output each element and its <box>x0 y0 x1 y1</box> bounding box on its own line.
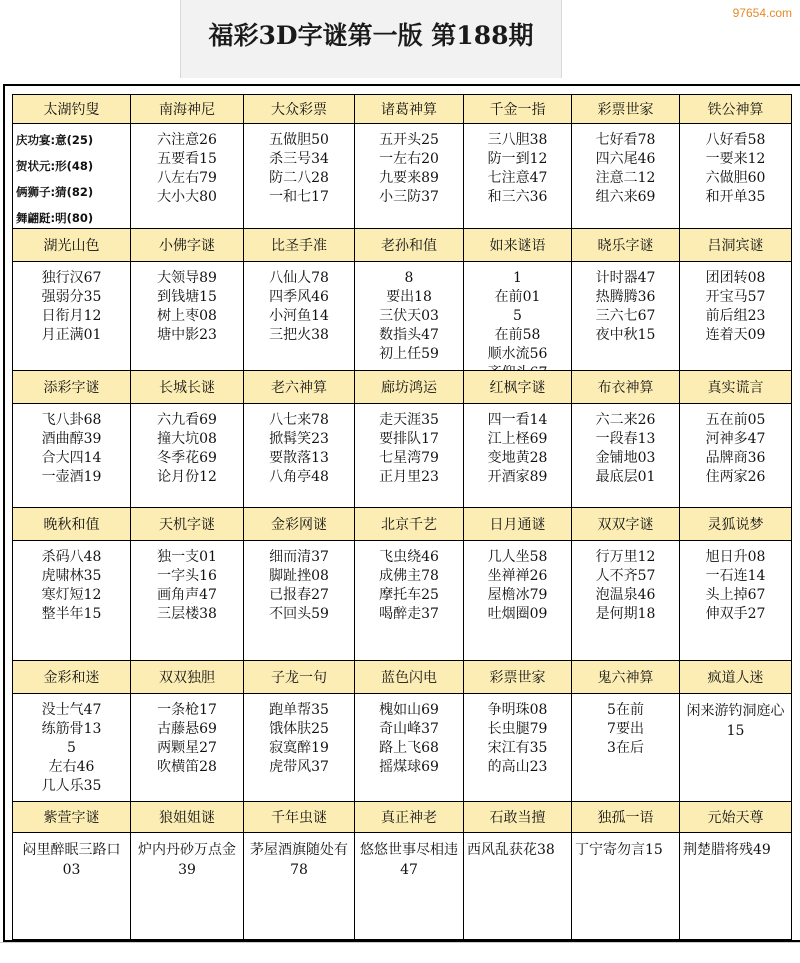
riddle-line: 不回头59 <box>269 606 329 622</box>
column-body <box>572 834 679 860</box>
riddle-line: 一段春13 <box>595 431 656 447</box>
riddle-line: 计时器47 <box>595 270 656 286</box>
riddle-line: 正月里23 <box>379 469 439 485</box>
column-header: 彩票世家 <box>572 94 679 124</box>
riddle-line: 飞八卦68 <box>41 412 102 428</box>
puzzle-column <box>571 228 679 370</box>
column-body <box>131 263 243 345</box>
riddle-line: 一壶酒19 <box>41 469 102 485</box>
column-body <box>131 542 243 624</box>
riddle-line: 八左右79 <box>157 170 217 186</box>
puzzle-column <box>679 507 792 660</box>
riddle-line: 八仙人78 <box>269 270 329 286</box>
puzzle-column <box>679 228 792 370</box>
riddle-line: 大领导89 <box>157 270 217 286</box>
riddle-line: 月正满01 <box>41 327 102 343</box>
puzzle-column <box>12 660 130 801</box>
riddle-line: 茅屋酒旗随处有78 <box>250 842 348 878</box>
riddle-line: 六九看69 <box>157 412 217 428</box>
column-header: 吕洞宾谜 <box>680 228 791 262</box>
column-header: 日月通谜 <box>464 507 571 541</box>
riddle-line: 撞大坑08 <box>157 431 217 447</box>
column-header: 真实谎言 <box>680 370 791 404</box>
riddle-line: 路上飞68 <box>379 740 439 756</box>
column-body <box>13 695 130 796</box>
column-header: 子龙一句 <box>244 660 354 694</box>
column-body <box>464 834 571 860</box>
riddle-line: 走天涯35 <box>379 412 439 428</box>
riddle-line: 八七来78 <box>269 412 329 428</box>
riddle-line: 强弱分35 <box>41 289 102 305</box>
puzzle-column <box>243 94 354 228</box>
puzzle-column <box>679 370 792 507</box>
column-header: 晚秋和值 <box>13 507 130 541</box>
riddle-line: 论月份12 <box>157 469 217 485</box>
column-body <box>572 405 679 487</box>
column-body <box>244 834 354 880</box>
puzzle-column <box>354 228 463 370</box>
column-body <box>680 263 791 345</box>
riddle-line: 住两家26 <box>705 469 766 485</box>
riddle-line: 和三六36 <box>487 189 548 205</box>
puzzle-column <box>679 660 792 801</box>
puzzle-column <box>12 94 130 228</box>
riddle-line: 长虫腿79 <box>487 721 548 737</box>
column-body <box>13 263 130 345</box>
column-header: 蓝色闪电 <box>355 660 463 694</box>
riddle-line: 在前01 <box>494 289 541 305</box>
riddle-line: 寒灯短12 <box>41 587 102 603</box>
riddle-line: 5 <box>513 308 522 324</box>
column-header: 铁公神算 <box>680 94 791 124</box>
riddle-line: 品牌商36 <box>705 450 766 466</box>
riddle-line: 独行汉67 <box>41 270 102 286</box>
riddle-line: 团团转08 <box>705 270 766 286</box>
column-body <box>464 405 571 487</box>
column-header: 鬼六神算 <box>572 660 679 694</box>
column-body <box>131 125 243 207</box>
riddle-line: 练筋骨13 <box>41 721 102 737</box>
puzzle-column <box>463 801 571 939</box>
puzzle-column <box>130 228 243 370</box>
column-body <box>355 542 463 624</box>
riddle-line: 防一到12 <box>487 151 548 167</box>
column-header: 双双字谜 <box>572 507 679 541</box>
puzzle-column <box>354 94 463 228</box>
puzzle-column <box>463 94 571 228</box>
riddle-line: 开宝马57 <box>705 289 766 305</box>
riddle-line: 一要来12 <box>705 151 766 167</box>
column-header: 疯道人迷 <box>680 660 791 694</box>
puzzle-column <box>354 660 463 801</box>
column-header: 南海神尼 <box>131 94 243 124</box>
puzzle-column <box>571 370 679 507</box>
riddle-line: 炉内丹砂万点金39 <box>138 842 236 878</box>
riddle-line: 最底层01 <box>595 469 656 485</box>
riddle-line: 七注意47 <box>487 170 548 186</box>
riddle-line: 顺水流56 <box>487 346 548 362</box>
riddle-line: 七好看78 <box>595 132 656 148</box>
puzzle-section <box>12 801 792 939</box>
column-body <box>680 405 791 487</box>
puzzle-column <box>679 801 792 939</box>
column-header: 老六神算 <box>244 370 354 404</box>
bottom-margin <box>0 942 800 963</box>
riddle-line: 夜中秋15 <box>595 327 656 343</box>
riddle-line: 大小大80 <box>157 189 217 205</box>
puzzle-column <box>243 370 354 507</box>
column-header: 红枫字谜 <box>464 370 571 404</box>
column-body <box>464 125 571 207</box>
puzzle-column <box>679 94 792 228</box>
riddle-line: 一和七17 <box>269 189 329 205</box>
watermark: 97654.com <box>732 6 792 20</box>
column-header: 小佛字谜 <box>131 228 243 262</box>
riddle-line: 变地黄28 <box>487 450 548 466</box>
puzzle-column <box>463 228 571 370</box>
column-header: 灵狐说梦 <box>680 507 791 541</box>
riddle-line: 伸双手27 <box>705 606 766 622</box>
riddle-line: 屋檐冰79 <box>487 587 548 603</box>
column-body <box>131 834 243 880</box>
column-header: 独孤一语 <box>572 801 679 833</box>
riddle-line: 一石连14 <box>705 568 766 584</box>
column-header: 元始天尊 <box>680 801 791 833</box>
column-header: 紫萱字谜 <box>13 801 130 833</box>
riddle-line: 跑单帮35 <box>269 702 329 718</box>
puzzle-column <box>12 228 130 370</box>
riddle-line: 的高山23 <box>487 759 548 775</box>
puzzle-column <box>354 507 463 660</box>
column-body <box>244 542 354 624</box>
riddle-line: 飞虫绕46 <box>379 549 439 565</box>
column-header: 彩票世家 <box>464 660 571 694</box>
puzzle-column <box>463 370 571 507</box>
riddle-line: 奇山峰37 <box>379 721 439 737</box>
column-header: 长城长谜 <box>131 370 243 404</box>
column-body <box>572 125 679 207</box>
column-header: 廊坊鸿运 <box>355 370 463 404</box>
puzzle-column <box>12 370 130 507</box>
puzzle-column <box>354 370 463 507</box>
riddle-line: 已报春27 <box>269 587 329 603</box>
riddle-line: 小河鱼14 <box>269 308 329 324</box>
riddle-line: 八好看58 <box>705 132 766 148</box>
column-body <box>355 834 463 880</box>
riddle-line: 争明珠08 <box>487 702 548 718</box>
column-body <box>464 695 571 777</box>
riddle-line: 吐烟圈09 <box>487 606 548 622</box>
riddle-line: 树上枣08 <box>157 308 217 324</box>
riddle-line: 塘中影23 <box>157 327 217 343</box>
riddle-line: 虎带风37 <box>269 759 329 775</box>
riddle-line: 七星湾79 <box>379 450 439 466</box>
riddle-line: 吹横笛28 <box>157 759 217 775</box>
riddle-line: 冬季花69 <box>157 450 217 466</box>
riddle-line: 六注意26 <box>157 132 217 148</box>
riddle-line: 三层楼38 <box>157 606 217 622</box>
puzzle-column <box>243 801 354 939</box>
riddle-line: 古藤悬69 <box>157 721 217 737</box>
puzzle-column <box>571 94 679 228</box>
riddle-line: 摇煤球69 <box>379 759 439 775</box>
riddle-line: 四六尾46 <box>595 151 656 167</box>
column-header: 天机字谜 <box>131 507 243 541</box>
column-header: 添彩字谜 <box>13 370 130 404</box>
puzzle-column <box>463 660 571 801</box>
prize-line: 俩狮子:猜(82) <box>16 185 94 199</box>
column-header: 湖光山色 <box>13 228 130 262</box>
column-header: 双双独胆 <box>131 660 243 694</box>
riddle-line: 脚趾挫08 <box>269 568 329 584</box>
column-header: 如来谜语 <box>464 228 571 262</box>
column-header: 金彩和迷 <box>13 660 130 694</box>
column-body <box>464 263 571 383</box>
riddle-line: 3在后 <box>607 740 644 756</box>
riddle-line: 5在前 <box>607 702 644 718</box>
riddle-line: 数指头47 <box>379 327 439 343</box>
puzzle-column <box>243 507 354 660</box>
column-header: 石敢当擅 <box>464 801 571 833</box>
column-header: 比圣手准 <box>244 228 354 262</box>
puzzle-column <box>463 507 571 660</box>
riddle-line: 饿体肤25 <box>269 721 329 737</box>
puzzle-column <box>12 507 130 660</box>
puzzle-section <box>12 94 792 228</box>
riddle-line: 闷里醉眠三路口03 <box>22 842 121 878</box>
riddle-line: 合大四14 <box>41 450 102 466</box>
column-body <box>572 542 679 624</box>
column-header: 千金一指 <box>464 94 571 124</box>
riddle-line: 行万里12 <box>595 549 656 565</box>
riddle-line: 是何期18 <box>595 606 656 622</box>
riddle-line: 三伏天03 <box>379 308 439 324</box>
riddle-line: 成佛主78 <box>379 568 439 584</box>
column-body <box>244 263 354 345</box>
column-header: 狼姐姐谜 <box>131 801 243 833</box>
puzzle-column <box>130 94 243 228</box>
riddle-line: 两颗星27 <box>157 740 217 756</box>
riddle-line: 四季风46 <box>269 289 329 305</box>
puzzle-column <box>130 660 243 801</box>
puzzle-column <box>130 370 243 507</box>
column-header: 老孙和值 <box>355 228 463 262</box>
riddle-line: 前后组23 <box>705 308 766 324</box>
riddle-line: 泡温泉46 <box>595 587 656 603</box>
table-bottom-rule <box>12 939 792 940</box>
riddle-line: 荆楚腊将残49 <box>683 842 771 858</box>
riddle-line: 三把火38 <box>269 327 329 343</box>
column-header: 晓乐字谜 <box>572 228 679 262</box>
column-header: 太湖钓叟 <box>13 94 130 124</box>
column-body <box>244 695 354 777</box>
riddle-line: 五要看15 <box>157 151 217 167</box>
column-body <box>13 125 130 231</box>
riddle-line: 1 <box>513 270 522 286</box>
riddle-line: 开酒家89 <box>487 469 548 485</box>
riddle-line: 一字头16 <box>157 568 217 584</box>
column-body <box>13 405 130 487</box>
prize-line: 庆功宴:意(25) <box>16 133 94 147</box>
puzzle-section <box>12 370 792 507</box>
riddle-line: 小三防37 <box>379 189 439 205</box>
column-body <box>355 125 463 207</box>
column-body <box>680 695 791 741</box>
riddle-line: 初上任59 <box>379 346 439 362</box>
column-body <box>355 263 463 364</box>
puzzle-section <box>12 228 792 370</box>
riddle-line: 六二来26 <box>595 412 656 428</box>
riddle-line: 酒曲醇39 <box>41 431 102 447</box>
riddle-line: 热腾腾36 <box>595 289 656 305</box>
riddle-line: 在前58 <box>494 327 541 343</box>
riddle-line: 几人坐58 <box>487 549 548 565</box>
column-body <box>131 695 243 777</box>
riddle-line: 连着天09 <box>705 327 766 343</box>
column-body <box>131 405 243 487</box>
puzzle-column <box>243 660 354 801</box>
column-header: 布衣神算 <box>572 370 679 404</box>
riddle-line: 虎啸林35 <box>41 568 102 584</box>
column-body <box>680 834 791 860</box>
column-body <box>244 405 354 487</box>
riddle-line: 头上掉67 <box>705 587 766 603</box>
puzzle-column <box>354 801 463 939</box>
riddle-line: 闲来游钓洞庭心15 <box>686 703 785 739</box>
riddle-line: 杀三号34 <box>269 151 329 167</box>
puzzle-column <box>243 228 354 370</box>
riddle-line: 一条枪17 <box>157 702 217 718</box>
riddle-line: 7要出 <box>607 721 644 737</box>
riddle-line: 喝醉走37 <box>379 606 439 622</box>
riddle-line: 河神多47 <box>705 431 766 447</box>
riddle-line: 一左右20 <box>379 151 439 167</box>
riddle-line: 三八胆38 <box>487 132 548 148</box>
riddle-line: 丁宁寄勿言15 <box>575 842 663 858</box>
prize-line: 舞翩跹:明(80) <box>16 211 94 225</box>
puzzle-column <box>130 801 243 939</box>
riddle-line: 杀码八48 <box>41 549 102 565</box>
riddle-line: 日衔月12 <box>41 308 102 324</box>
column-header: 真正神老 <box>355 801 463 833</box>
riddle-line: 五开头25 <box>379 132 439 148</box>
riddle-line: 寂寞醉19 <box>269 740 329 756</box>
prize-line: 贺状元:形(48) <box>16 159 94 173</box>
column-body <box>13 834 130 880</box>
column-header: 金彩网谜 <box>244 507 354 541</box>
riddle-line: 槐如山69 <box>379 702 439 718</box>
column-header: 诸葛神算 <box>355 94 463 124</box>
riddle-line: 要出18 <box>386 289 432 305</box>
column-body <box>572 263 679 345</box>
riddle-line: 五做胆50 <box>269 132 329 148</box>
riddle-line: 掀髯笑23 <box>269 431 329 447</box>
riddle-line: 要散落13 <box>269 450 329 466</box>
riddle-line: 8 <box>404 270 414 286</box>
riddle-line: 左右46 <box>48 759 95 775</box>
riddle-line: 四一看14 <box>487 412 548 428</box>
column-body <box>244 125 354 207</box>
riddle-line: 金铺地03 <box>595 450 656 466</box>
puzzle-section <box>12 660 792 801</box>
riddle-line: 江上柽69 <box>487 431 548 447</box>
riddle-line: 独一支01 <box>157 549 217 565</box>
column-body <box>680 542 791 624</box>
riddle-line: 注意二12 <box>595 170 656 186</box>
riddle-line: 摩托车25 <box>379 587 439 603</box>
riddle-line: 悠悠世事尽相违47 <box>360 842 458 878</box>
riddle-line: 到钱塘15 <box>157 289 217 305</box>
riddle-line: 西风乱获花38 <box>467 842 555 858</box>
column-body <box>680 125 791 207</box>
riddle-line: 六做胆60 <box>705 170 766 186</box>
puzzle-column <box>12 801 130 939</box>
column-header: 千年虫谜 <box>244 801 354 833</box>
column-body <box>13 542 130 624</box>
riddle-line: 要排队17 <box>379 431 439 447</box>
puzzle-column <box>571 507 679 660</box>
riddle-line: 整半年15 <box>41 606 102 622</box>
column-body <box>572 695 679 758</box>
column-header: 大众彩票 <box>244 94 354 124</box>
riddle-line: 画角声47 <box>157 587 217 603</box>
column-body <box>464 542 571 624</box>
column-body <box>355 695 463 777</box>
riddle-line: 细而清37 <box>269 549 329 565</box>
puzzle-column <box>571 660 679 801</box>
puzzle-column <box>130 507 243 660</box>
riddle-line: 旭日升08 <box>705 549 766 565</box>
riddle-line: 九要来89 <box>379 170 439 186</box>
page-title: 福彩3D字谜第一版 第188期 <box>208 21 534 50</box>
riddle-line: 坐禅禅26 <box>487 568 548 584</box>
column-body <box>355 405 463 487</box>
riddle-line: 5 <box>67 740 76 756</box>
riddle-line: 人不齐57 <box>595 568 656 584</box>
riddle-line: 组六来69 <box>595 189 656 205</box>
puzzle-column <box>571 801 679 939</box>
riddle-line: 三六七67 <box>595 308 656 324</box>
riddle-line: 和开单35 <box>705 189 766 205</box>
riddle-line: 五在前05 <box>705 412 766 428</box>
riddle-line: 八角亭48 <box>269 469 329 485</box>
column-header: 北京千艺 <box>355 507 463 541</box>
puzzle-section <box>12 507 792 660</box>
riddle-line: 防二八28 <box>269 170 329 186</box>
riddle-line: 宋江有35 <box>487 740 548 756</box>
riddle-line: 没士气47 <box>41 702 102 718</box>
riddle-line: 几人乐35 <box>41 778 102 794</box>
